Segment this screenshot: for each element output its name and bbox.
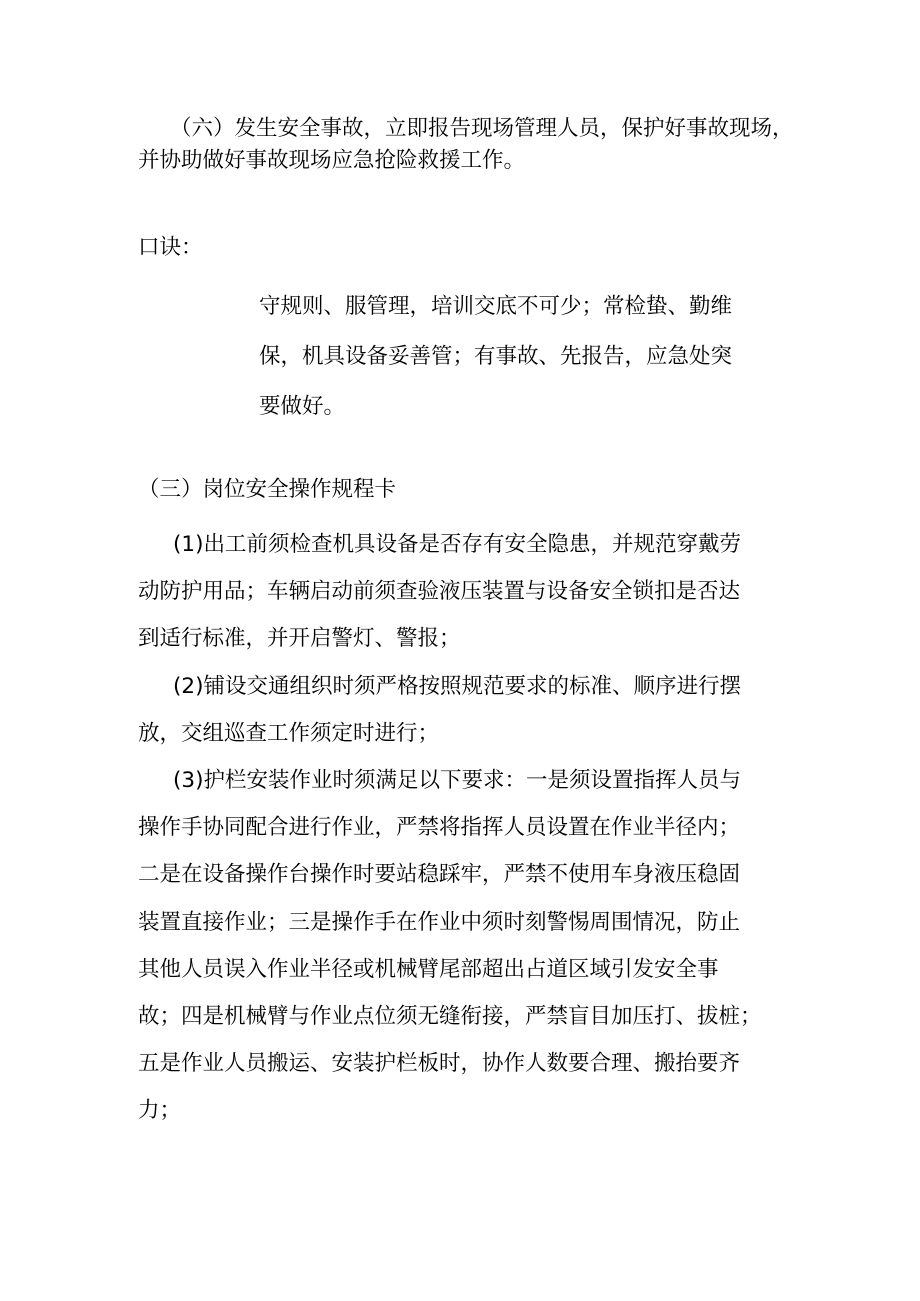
section-six-paragraph [138, 113, 794, 177]
section-three-heading: （三）岗位安全操作规程卡 [138, 477, 397, 502]
rule-item-3 [138, 757, 762, 1135]
verse-line: 守规则、服管理，培训交底不可少；常检蛰、勤维 [259, 294, 733, 319]
paragraph-line: (3)护栏安装作业时须满足以下要求：一是须设置指挥人员与 [173, 768, 741, 794]
paragraph-line: 五是作业人员搬运、安装护栏板时，协作人数要合理、搬抬要齐 [138, 1051, 741, 1077]
section-three-items [138, 521, 762, 1135]
paragraph-line: 放，交组巡查工作须定时进行； [138, 720, 440, 746]
paragraph-line: 并协助做好事故现场应急抢险救援工作。 [138, 148, 526, 173]
paragraph-line: 操作手协同配合进行作业，严禁将指挥人员设置在作业半径内； [138, 815, 741, 841]
paragraph-line: 装置直接作业；三是操作手在作业中须时刻警惕周围情况，防止 [138, 909, 741, 935]
verse-line: 保，机具设备妥善管；有事故、先报告，应急处突 [259, 344, 733, 369]
paragraph-line: 到适行标准，并开启警灯、警报； [138, 626, 461, 652]
paragraph-line: 其他人员误入作业半径或机械臂尾部超出占道区域引发安全事 [138, 956, 719, 982]
paragraph-line: (2)铺设交通组织时须严格按照规范要求的标准、顺序进行摆 [173, 673, 741, 699]
rule-item-2 [138, 663, 762, 757]
mnemonic-verse [259, 282, 732, 432]
mnemonic-label: 口诀： [138, 235, 203, 260]
paragraph-line: (1)出工前须检查机具设备是否存有安全隐患，并规范穿戴劳 [173, 532, 741, 557]
paragraph-line: 力； [138, 1098, 182, 1124]
verse-line: 要做好。 [259, 394, 346, 419]
rule-item-1 [138, 521, 762, 663]
paragraph-line: 故；四是机械臂与作业点位须无缝衔接，严禁盲目加压打、拔桩； [138, 1004, 762, 1030]
paragraph-line: 动防护用品；车辆启动前须查验液压装置与设备安全锁扣是否达 [138, 579, 741, 605]
paragraph-line: 二是在设备操作台操作时要站稳踩牢，严禁不使用车身液压稳固 [138, 862, 741, 888]
paragraph-line: （六）发生安全事故，立即报告现场管理人员，保护好事故现场， [170, 116, 794, 141]
